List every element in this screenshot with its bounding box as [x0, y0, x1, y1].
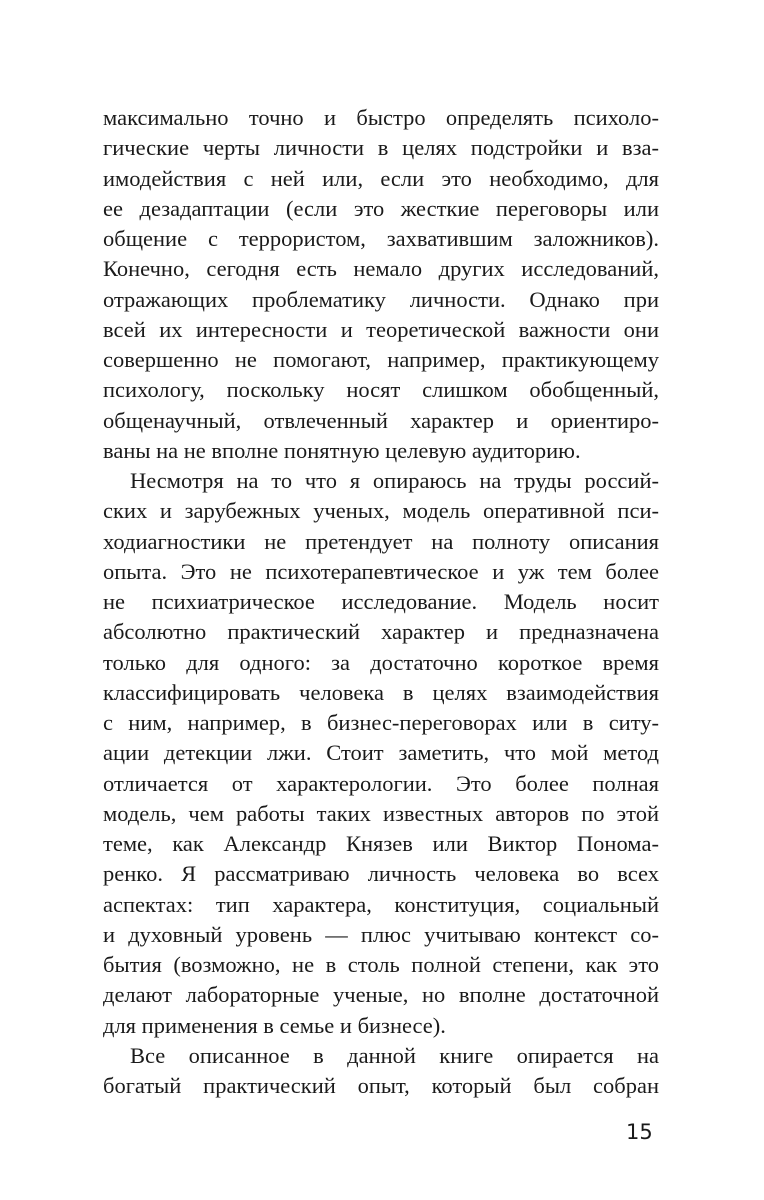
text-line: теме, как Александр Князев или Виктор Пономa- — [103, 831, 659, 856]
text-line: ации детекции лжи. Стоит заметить, что мой метод — [103, 740, 659, 766]
text-line: с ним, например, в бизнес-переговорах или в ситу- — [103, 710, 659, 735]
text-line: отличается от характерологии. Это более полная — [103, 770, 659, 796]
text-line: ваны на не вполне понятную целевую аудиторию. — [103, 437, 581, 463]
text-line: только для одного: за достаточно короткое время — [103, 649, 659, 675]
text-line: опыта. Это не психотерапевтическое и уж тем более — [103, 558, 659, 584]
text-line: максимально точно и быстро определять психоло- — [103, 105, 659, 130]
text-line: ских и зарубежных ученых, модель оперативной пси- — [103, 498, 659, 524]
text-line: богатый практический опыт, который был собран — [103, 1073, 659, 1098]
text-line: общение с террористом, захватившим заложников). — [103, 226, 659, 251]
text-line: не психиатрическое исследование. Модель носит — [103, 589, 659, 614]
text-line: ренко. Я рассматриваю личность человека во всех — [103, 861, 659, 887]
text-line: совершенно не помогают, например, практикующему — [103, 347, 659, 372]
page-body — [103, 103, 659, 1101]
text-line: для применения в семье и бизнесе). — [103, 1012, 446, 1038]
text-line: имодействия с ней или, если это необходимо, для — [103, 165, 659, 191]
text-line: гические черты личности в целях подстройки и вза- — [103, 135, 659, 161]
text-line: абсолютно практический характер и предназначена — [103, 619, 659, 645]
text-line: ее дезадаптации (если это жесткие переговоры или — [103, 195, 659, 221]
page-number: 15 — [626, 1120, 653, 1144]
text-line: и духовный уровень — плюс учитываю контекст со- — [103, 921, 659, 947]
text-line: Все описанное в данной книге опирается на — [130, 1042, 659, 1068]
text-line: Несмотря на то что я опираюсь на труды россий- — [130, 468, 659, 493]
text-line: общенаучный, отвлеченный характер и ориентиро- — [103, 407, 659, 433]
text-line: классифицировать человека в целях взаимодействия — [103, 679, 659, 705]
text-line: всей их интересности и теоретической важности они — [103, 316, 659, 342]
text-line: психологу, поскольку носят слишком обобщенный, — [103, 377, 659, 403]
text-line: аспектах: тип характера, конституция, социальный — [103, 891, 659, 917]
text-line: Конечно, сегодня есть немало других исследований, — [103, 256, 659, 282]
text-line: бытия (возможно, не в столь полной степени, как это — [103, 952, 659, 977]
text-line: модель, чем работы таких известных авторов по этой — [103, 800, 659, 826]
text-line: делают лабораторные ученые, но вполне достаточной — [103, 982, 659, 1008]
text-line: ходиагностики не претендует на полноту описания — [103, 528, 659, 554]
text-line: отражающих проблематику личности. Однако при — [103, 286, 659, 312]
